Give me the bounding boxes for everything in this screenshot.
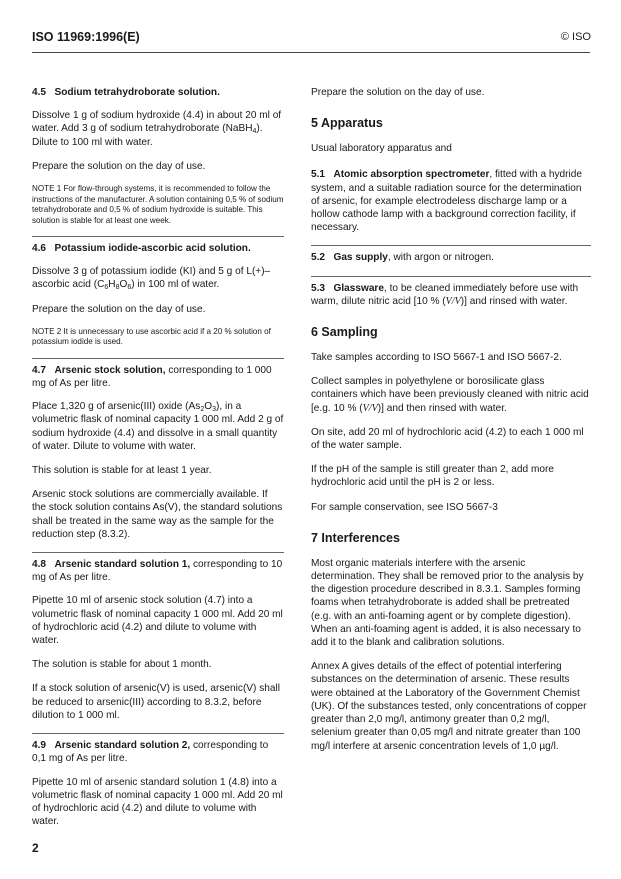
section-4-9-para-1: Pipette 10 ml of arsenic standard solution 1 (4.8) into a volumetric flask of nominal capacity 1 000 ml. Add 20 ml of hydrochloric acid (4.2) and dilute to volume with water.	[32, 776, 283, 828]
interferences-para-1: Most organic materials interfere with the arsenic determination. They shall be removed prior to the analysis by the digestion procedure described in 8.3.1. Samples forming foams when tetrahydroborate is added shall be pretreated (e.g. with an anti-foaming agent or by complete digestion). When an anti-foaming agent is added, it is also necessary to add it to the blank and calibration solutions.	[311, 557, 584, 649]
section-4-7-para-3: Arsenic stock solutions are commercially available. If the stock solution contains As(V), the standard solutions shall be treated in the same way as the sample for the reduction step (8.3.2).	[32, 489, 283, 540]
section-4-8-para-2: The solution is stable for about 1 month.	[32, 659, 212, 671]
page-number: 2	[32, 841, 39, 855]
separator	[311, 276, 591, 277]
heading-5-apparatus: 5 Apparatus	[311, 116, 383, 131]
separator	[32, 236, 284, 237]
separator	[32, 358, 284, 359]
heading-6-sampling: 6 Sampling	[311, 325, 378, 340]
section-4-6-para-2: Prepare the solution on the day of use.	[32, 303, 206, 315]
apparatus-intro: Usual laboratory apparatus and	[311, 143, 452, 155]
sampling-para-5: For sample conservation, see ISO 5667-3	[311, 501, 498, 513]
separator	[32, 552, 284, 553]
page-header-title: ISO 11969:1996(E)	[32, 30, 140, 44]
section-4-8-heading: 4.8 Arsenic standard solution 1, corresponding to 10 mg of As per litre.	[32, 559, 283, 584]
section-4-6-heading: 4.6 Potassium iodide-ascorbic acid solution.	[32, 243, 251, 255]
section-5-1: 5.1 Atomic absorption spectrometer, fitted with a hydride system, and a suitable radiation source for the determination of arsenic, for example electrodeless discharge lamp or a hollow cathode lamp with a background correction facility, if necessary.	[311, 169, 582, 234]
section-4-5-para-2: Prepare the solution on the day of use.	[32, 160, 206, 172]
left-column	[32, 86, 284, 839]
separator	[32, 733, 284, 734]
section-4-5-para-1: Dissolve 1 g of sodium hydroxide (4.4) in about 20 ml of water. Add 3 g of sodium tetrahydroborate (NaBH$_4$). Dilute to 100 ml with water.	[32, 110, 282, 148]
sampling-para-4: If the pH of the sample is still greater than 2, add more hydrochloric acid until the pH is 2 or less.	[311, 464, 554, 489]
section-4-7-para-1: Place 1,320 g of arsenic(III) oxide $(As_2O_3)$, in a volumetric flask of nominal capacity 1 000 ml. Add 2 g of sodium hydroxide (4.4) and dissolve in a small quantity of water. Dilute to volume with water.	[32, 401, 284, 452]
page-header-copyright: © ISO	[560, 31, 591, 43]
note-1: NOTE 1 For flow-through systems, it is recommended to follow the instructions of the manufacturer. A solution containing 0,5 % of sodium tetrahydroborate and 0,5 % of sodium hydroxide is suitable. This solution is stable for at least one week.	[32, 184, 284, 225]
section-4-6-para-1: Dissolve 3 g of potassium iodide (KI) and 5 g of L(+)–ascorbic acid $(C_6H_8O_6)$ in 100 ml of water.	[32, 266, 271, 292]
section-4-8-para-3: If a stock solution of arsenic(V) is used, arsenic(V) shall be reduced to arsenic(III) according to 8.3.2, before dilution to 1 000 ml.	[32, 683, 280, 721]
right-column	[311, 86, 591, 764]
heading-7-interferences: 7 Interferences	[311, 530, 400, 545]
header-rule	[32, 52, 590, 53]
note-2: NOTE 2 It is unnecessary to use ascorbic acid if a 20 % solution of potassium iodide is used.	[32, 326, 271, 347]
interferences-para-2: Annex A gives details of the effect of potential interfering substances on the determination of arsenic. These results were obtained at the Laboratory of the Government Chemist (UK). Of the substances tested, only concentrations of copper greater than 2,0 mg/l, antimony greater than 0,2 mg/l, selenium greater than 0,05 mg/l and nitrate greater than 100 mg/l interfere at arsenic concentration levels of 1,0 µg/l.	[311, 661, 587, 752]
section-4-7-heading: 4.7 Arsenic stock solution, corresponding to 1 000 mg of As per litre.	[32, 364, 272, 390]
sampling-para-3: On site, add 20 ml of hydrochloric acid (4.2) to each 1 000 ml of the water sample.	[311, 426, 584, 452]
section-4-7-para-2: This solution is stable for at least 1 year.	[32, 465, 212, 477]
separator	[311, 245, 591, 246]
right-top-para: Prepare the solution on the day of use.	[311, 87, 485, 98]
section-4-5-heading: 4.5 Sodium tetrahydroborate solution.	[32, 87, 220, 98]
sampling-para-1: Take samples according to ISO 5667-1 and ISO 5667-2.	[311, 352, 562, 364]
section-5-2: 5.2 Gas supply, with argon or nitrogen.	[311, 252, 494, 264]
section-5-3: 5.3 Glassware, to be cleaned immediately before use with warm, dilute nitric acid [10 % (V/V)] and rinsed with water.	[311, 282, 579, 307]
section-4-8-para-1: Pipette 10 ml of arsenic stock solution (4.7) into a volumetric flask of nominal capacity 1 000 ml. Add 20 ml of hydrochloric acid (4.2) and dilute to volume with water.	[32, 595, 283, 647]
section-4-9-heading: 4.9 Arsenic standard solution 2, corresponding to 0,1 mg of As per litre.	[32, 740, 269, 765]
sampling-para-2: Collect samples in polyethylene or borosilicate glass containers which have been previously cleaned with nitric acid [e.g. 10 % (V/V)] and then rinsed with water.	[311, 376, 589, 414]
